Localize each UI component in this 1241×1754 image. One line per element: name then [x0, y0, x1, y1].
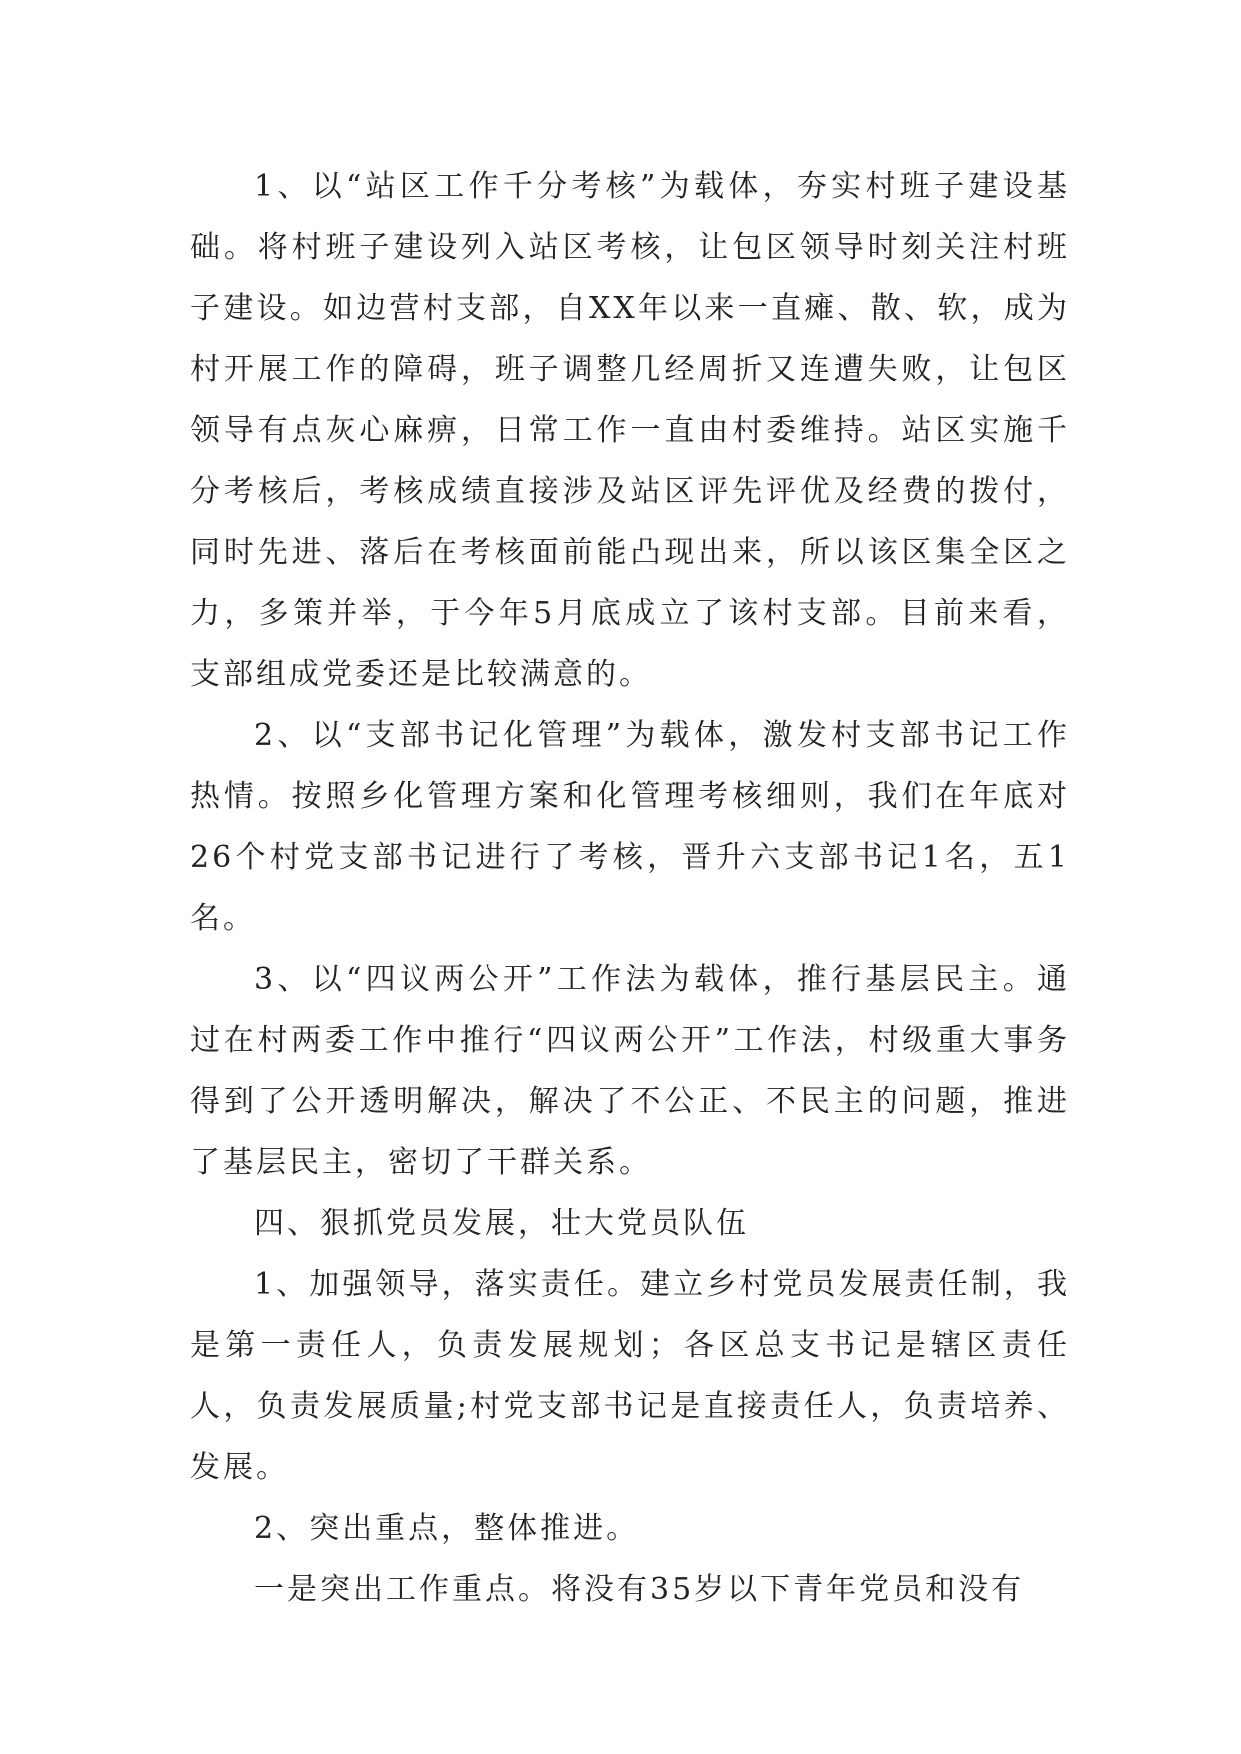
paragraph-5: 1、加强领导，落实责任。建立乡村党员发展责任制，我是第一责任人，负责发展规划；各区总支书记是辖区责任人，负责发展质量;村党支部书记是直接责任人，负责培养、发展。	[190, 1267, 1070, 1485]
paragraph-2: 2、以“支部书记化管理”为载体，激发村支部书记工作热情。按照乡化管理方案和化管理考核细则，我们在年底对26个村党支部书记进行了考核，晋升六支部书记1名，五1名。	[190, 718, 1070, 936]
document-body	[190, 156, 1070, 1620]
section-heading-4: 四、狠抓党员发展，壮大党员队伍	[254, 1206, 749, 1241]
paragraph-3: 3、以“四议两公开”工作法为载体，推行基层民主。通过在村两委工作中推行“四议两公开”工作法，村级重大事务得到了公开透明解决，解决了不公正、不民主的问题，推进了基层民主，密切了干群关系。	[190, 962, 1070, 1180]
paragraph-6: 2、突出重点，整体推进。	[254, 1511, 640, 1546]
paragraph-1: 1、以“站区工作千分考核”为载体，夯实村班子建设基础。将村班子建设列入站区考核，让包区领导时刻关注村班子建设。如边营村支部，自XX年以来一直瘫、散、软，成为村开展工作的障碍，班子调整几经周折又连遭失败，让包区领导有点灰心麻痹，日常工作一直由村委维持。站区实施千分考核后，考核成绩直接涉及站区评先评优及经费的拨付，同时先进、落后在考核面前能凸现出来，所以该区集全区之力，多策并举，于今年5月底成立了该村支部。目前来看，支部组成党委还是比较满意的。	[190, 169, 1070, 692]
paragraph-7: 一是突出工作重点。将没有35岁以下青年党员和没有	[254, 1572, 1025, 1607]
